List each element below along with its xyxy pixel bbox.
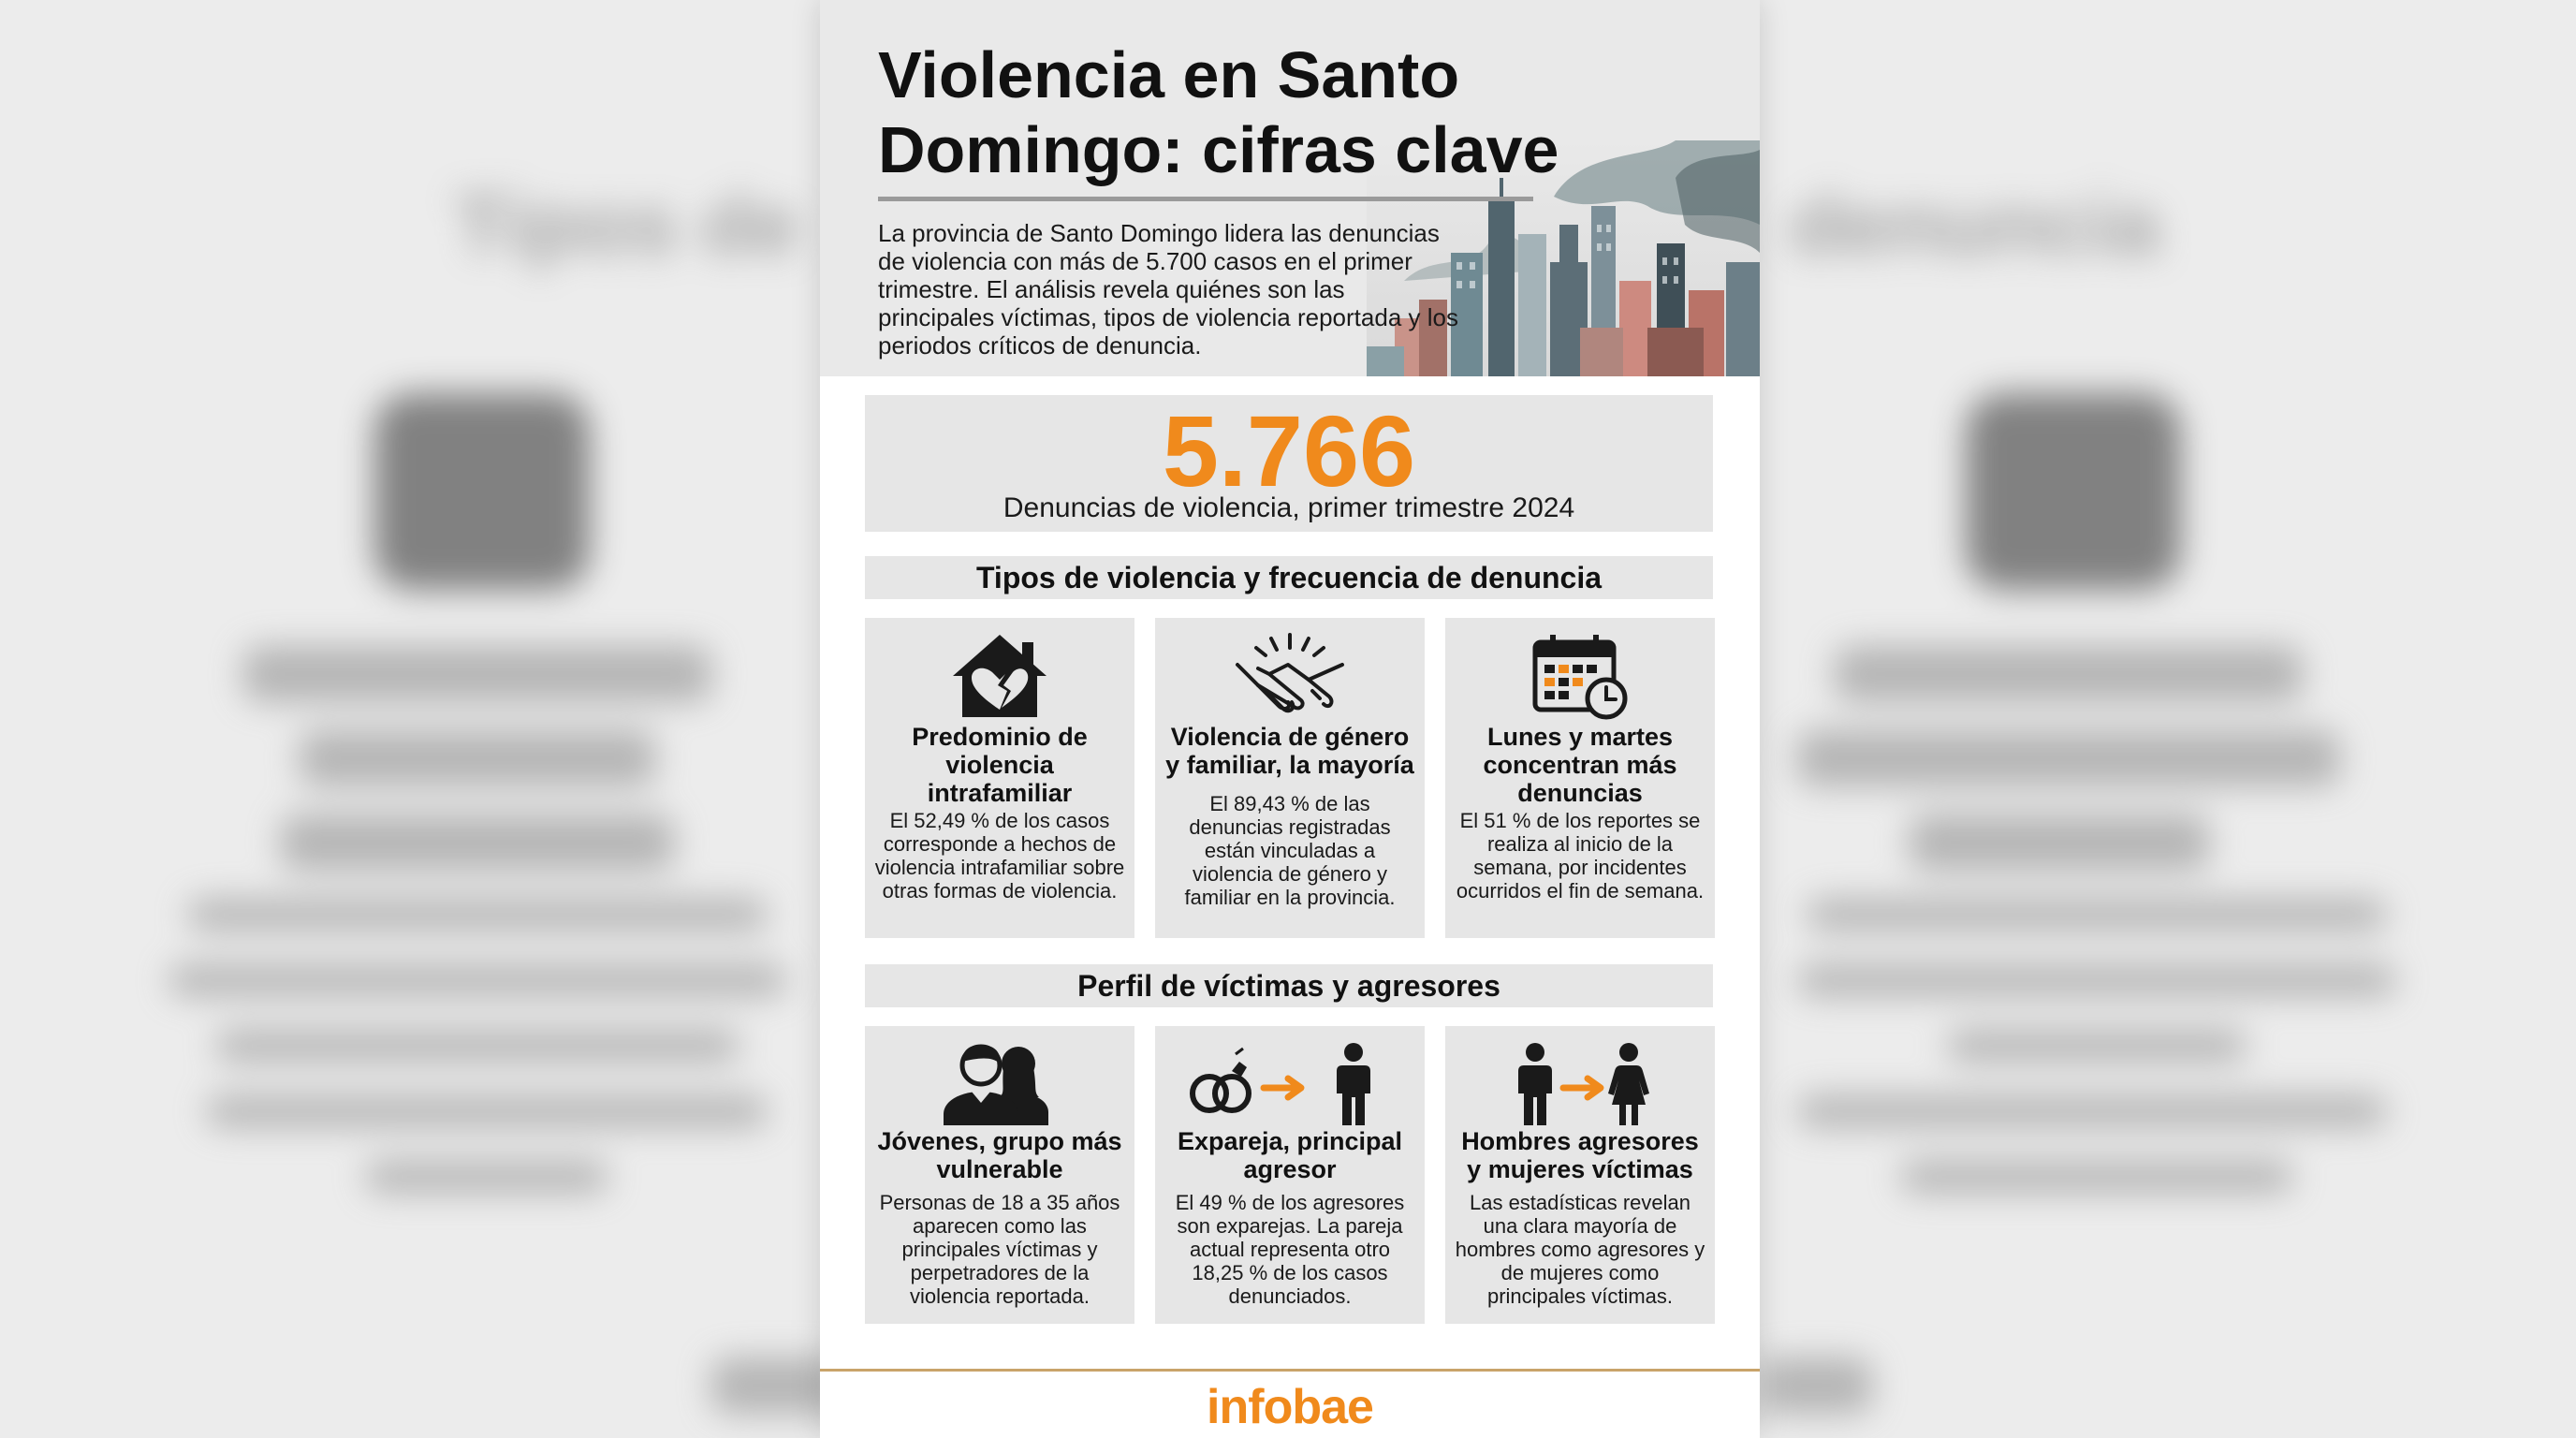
- card-intrafamiliar: [865, 618, 1134, 938]
- title-underline: [878, 197, 1533, 201]
- intro-paragraph: La provincia de Santo Domingo lidera las denuncias de violencia con más de 5.700 casos en el primer trimestre. El análisis revela quiénes son las principales víctimas, tipos de violencia reportada y los periodos críticos de denuncia.: [878, 219, 1458, 360]
- man-to-woman-icon: [1445, 1035, 1715, 1129]
- rings-to-man-icon: [1155, 1035, 1425, 1129]
- card-body: El 89,43 % de las denuncias registradas están vinculadas a violencia de género y familiar en la provincia.: [1184, 792, 1396, 909]
- card-title: Hombres agresores y mujeres víctimas: [1461, 1127, 1699, 1183]
- card-body: El 49 % de los agresores son exparejas. La pareja actual representa otro 18,25 % de los casos denunciados.: [1175, 1191, 1405, 1308]
- broken-heart-house-icon: [865, 627, 1134, 721]
- couple-icon: [865, 1035, 1134, 1129]
- section-heading-types: Tipos de violencia y frecuencia de denuncia: [865, 556, 1713, 599]
- section-heading-profile: Perfil de víctimas y agresores: [865, 964, 1713, 1007]
- card-genero-familiar: [1155, 618, 1425, 938]
- card-lunes-martes: [1445, 618, 1715, 938]
- hero-stat: [865, 395, 1713, 532]
- card-body: Personas de 18 a 35 años aparecen como las principales víctimas y perpetradores de la violencia reportada.: [879, 1191, 1120, 1308]
- header: [820, 0, 1760, 376]
- handshake-icon: [1155, 627, 1425, 721]
- card-title: Lunes y martes concentran más denuncias: [1483, 723, 1677, 807]
- infobae-logo: infobae: [1207, 1380, 1373, 1434]
- footer-divider: [820, 1369, 1760, 1372]
- card-body: El 51 % de los reportes se realiza al inicio de la semana, por incidentes ocurridos el fin de semana.: [1456, 809, 1705, 902]
- card-title: Expareja, principal agresor: [1177, 1127, 1403, 1183]
- card-title: Predominio de violencia intrafamiliar: [912, 723, 1088, 807]
- card-jovenes: [865, 1026, 1134, 1324]
- card-body: El 52,49 % de los casos corresponde a hechos de violencia intrafamiliar sobre otras formas de violencia.: [874, 809, 1125, 902]
- card-expareja: [1155, 1026, 1425, 1324]
- page-title: Violencia en Santo Domingo: cifras clave: [878, 38, 1559, 186]
- hero-number: 5.766: [1162, 394, 1416, 507]
- card-body: Las estadísticas revelan una clara mayoría de hombres como agresores y de mujeres como principales víctimas.: [1455, 1191, 1705, 1308]
- hero-caption: Denuncias de violencia, primer trimestre 2024: [1003, 492, 1575, 523]
- infographic-card: [820, 0, 1760, 1438]
- blurred-background: Tipos de denuncia: [0, 0, 2576, 1438]
- card-title: Violencia de género y familiar, la mayoría: [1165, 723, 1414, 779]
- calendar-clock-icon: [1445, 627, 1715, 721]
- card-hombres-mujeres: [1445, 1026, 1715, 1324]
- card-title: Jóvenes, grupo más vulnerable: [877, 1127, 1122, 1183]
